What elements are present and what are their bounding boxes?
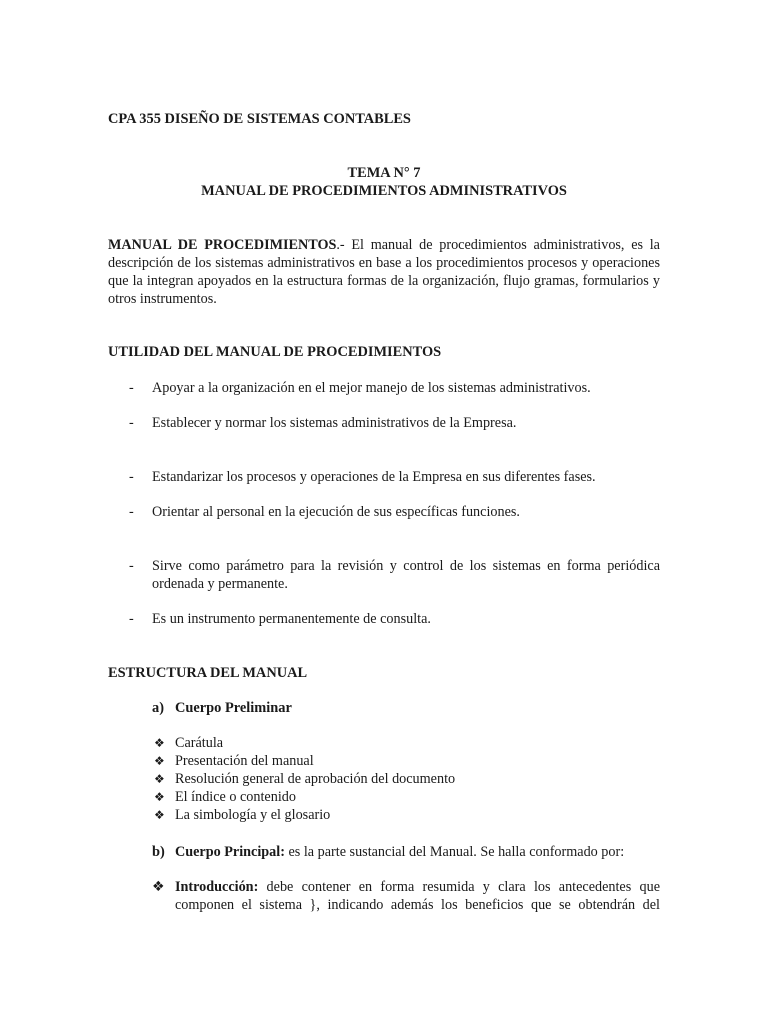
utility-item: Es un instrumento permanentemente de consulta.	[152, 611, 431, 627]
diamond-bullet-icon: ❖	[154, 772, 165, 786]
utility-item: Establecer y normar los sistemas administrativos de la Empresa.	[152, 415, 517, 431]
introduction-line-2: componen el sistema }, indicando además los beneficios que se obtendrán del	[175, 897, 660, 913]
section-a-title: Cuerpo Preliminar	[175, 700, 292, 716]
diamond-bullet-icon: ❖	[152, 879, 165, 895]
topic-number: TEMA N° 7	[347, 165, 421, 181]
utility-item: Sirve como parámetro para la revisión y control de los sistemas en forma periódica ordenada y permanente.	[152, 558, 660, 592]
structure-heading: ESTRUCTURA DEL MANUAL	[108, 665, 308, 681]
diamond-bullet-icon: ❖	[154, 736, 165, 750]
section-b-title: Cuerpo Principal:	[175, 844, 285, 860]
utility-item: Orientar al personal en la ejecución de sus específicas funciones.	[152, 504, 520, 520]
section-b-label: b)	[152, 844, 165, 860]
definition-paragraph	[108, 236, 660, 308]
preliminary-item: Presentación del manual	[175, 753, 314, 769]
introduction-term: Introducción:	[175, 879, 259, 895]
diamond-bullet-icon: ❖	[154, 808, 165, 822]
introduction-text: debe contener en forma resumida y clara los antecedentes que	[258, 879, 660, 895]
definition-term: MANUAL DE PROCEDIMIENTOS	[108, 237, 337, 253]
section-b-line	[175, 843, 624, 861]
list-marker: -	[129, 415, 134, 431]
definition-text: .- El manual de procedimientos administrativos, es la descripción de los sistemas administrativos en base a los procedimientos procesos y operaciones que la integran apoyados en la estructura formas de la organización, flujo gramas, formularios y otros instrumentos.	[108, 237, 660, 307]
introduction-line-1	[175, 878, 660, 896]
diamond-bullet-icon: ❖	[154, 790, 165, 804]
section-a-label: a)	[152, 700, 164, 716]
list-marker: -	[129, 469, 134, 485]
topic-title: MANUAL DE PROCEDIMIENTOS ADMINISTRATIVOS	[201, 183, 567, 199]
course-title: CPA 355 DISEÑO DE SISTEMAS CONTABLES	[108, 111, 411, 127]
preliminary-item: Resolución general de aprobación del documento	[175, 771, 456, 787]
list-marker: -	[129, 504, 134, 520]
list-marker: -	[129, 558, 134, 574]
preliminary-item: La simbología y el glosario	[175, 807, 331, 823]
diamond-bullet-icon: ❖	[154, 754, 165, 768]
section-b-text: es la parte sustancial del Manual. Se halla conformado por:	[284, 844, 625, 860]
preliminary-item: El índice o contenido	[175, 789, 296, 805]
utility-item: Estandarizar los procesos y operaciones de la Empresa en sus diferentes fases.	[152, 469, 596, 485]
list-marker: -	[129, 380, 134, 396]
preliminary-item: Carátula	[175, 735, 224, 751]
utility-heading: UTILIDAD DEL MANUAL DE PROCEDIMIENTOS	[108, 344, 442, 360]
utility-item: Apoyar a la organización en el mejor manejo de los sistemas administrativos.	[152, 380, 591, 396]
list-marker: -	[129, 611, 134, 627]
